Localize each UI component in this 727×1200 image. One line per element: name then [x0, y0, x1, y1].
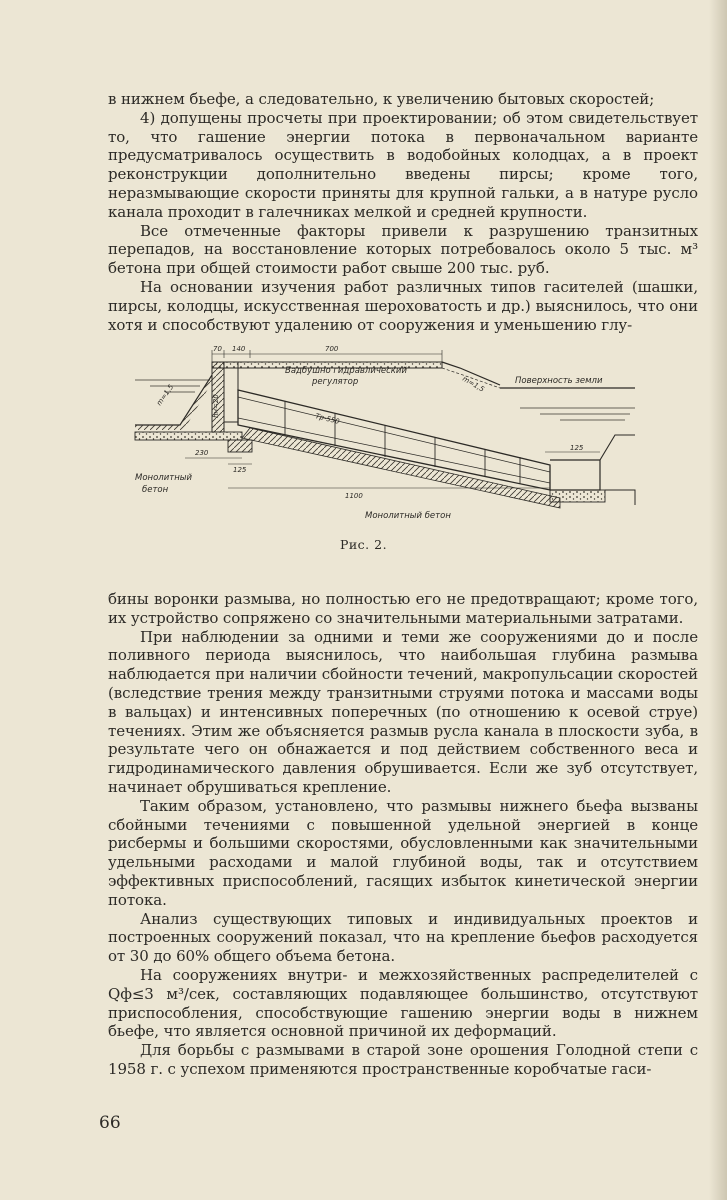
- paragraph: При наблюдении за одними и теми же сооружениями до и после поливного периода выяснилось, что наибольшая глубина размыва наблюдается при наличии сбойности течений, макропульсации скоростей (вследствие трения между транзитными струями потока и массами воды в вальцах) и интенсивных поперечных (по отношению к осевой струе) течениях. Этим же объясняется размыв русла канала в плоскости зуба, в результате чего он обнажается и под действием собственного веса и гидродинамического давления обрушивается. Если же зуб отсутствует, начинает обрушиваться крепление.: [108, 627, 698, 796]
- slope-left-label: m=1,5: [155, 383, 176, 408]
- page-edge-shadow: [709, 0, 727, 1200]
- paragraph: 4) допущены просчеты при проектировании; об этом свидетельствует то, что гашение энергии потока в первоначальном варианте предусматривалось осуществить в водобойных колодцах, а в проект реконструкции дополнительно введены пирсы; кроме того, неразмывающие скорости приняты для крупной гальки, а в натуре русло канала проходит в галечниках мелкой и средней крупности.: [108, 108, 698, 221]
- dim-140: 140: [232, 345, 246, 353]
- regulator-label-line2: регулятор: [312, 377, 359, 387]
- paragraph: Все отмеченные факторы привели к разрушению транзитных перепадов, на восстановление которых потребовалось около 5 тыс. м³ бетона при общей стоимости работ свыше 200 тыс. руб.: [108, 221, 698, 278]
- figure-2-drawing: [120, 340, 640, 535]
- downstream-water-lines: [520, 408, 635, 420]
- paragraph: Для борьбы с размывами в старой зоне орошения Голодной степи с 1958 г. с успехом применяются пространственные коробчатые гаси-: [108, 1041, 698, 1078]
- dim-700: 700: [325, 345, 339, 353]
- paragraph: Таким образом, установлено, что размывы нижнего бьефа вызваны сбойными течениями с повышенной удельной энергией в конце рисбермы и большими скоростями, обусловленными как значительными удельными расходами и малой глубиной воды, так и отсутствием эффективных приспособлений, гасящих избыток кинетической энергии потока.: [108, 796, 698, 909]
- dim-125-left: 125: [233, 466, 247, 474]
- monolithic-concrete-left-line2: бетон: [142, 485, 169, 495]
- dim-70: 70: [213, 345, 222, 353]
- dim-1100: 1100: [345, 492, 363, 500]
- monolithic-concrete-right: Монолитный бетон: [365, 511, 451, 521]
- paragraph: На основании изучения работ различных типов гасителей (шашки, пирсы, колодцы, искусственная шероховатость и др.) выяснилось, что они хотя и способствуют удалению от сооружения и уменьшению глу-: [108, 277, 698, 334]
- paragraph: На сооружениях внутри- и межхозяйственных распределителей с Qф≤3 м³/сек, составляющих подавляющее большинство, отсутствуют приспособления, способствующие гашению энергии воды в нижнем бьефе, что является основной причиной их деформаций.: [108, 965, 698, 1041]
- figure-caption: Рис. 2.: [339, 537, 388, 552]
- monolithic-concrete-left-line1: Монолитный: [135, 473, 192, 483]
- text-block-bottom: [108, 590, 698, 1079]
- regulator-label-line1: Вадбушно гидравлический: [285, 366, 407, 376]
- pipe-label: Тр-550: [314, 412, 341, 426]
- dim-230: 230: [195, 449, 209, 457]
- paragraph: Анализ существующих типовых и индивидуальных проектов и построенных сооружений показал, что на крепление бьефов расходуется от 30 до 60% общего объема бетона.: [108, 909, 698, 966]
- text-block-top: [108, 90, 698, 334]
- page-number: 66: [99, 1113, 121, 1133]
- paragraph: в нижнем бьефе, а следовательно, к увеличению бытовых скоростей;: [108, 90, 655, 108]
- dim-125-right: 125: [570, 444, 584, 452]
- structure-cross-section-drawing: [120, 340, 640, 535]
- hn-label: hн=20: [212, 394, 220, 418]
- ground-surface-label: Поверхность земли: [515, 376, 603, 386]
- slope-right-label: m=1,5: [461, 374, 486, 394]
- paragraph: бины воронки размыва, но полностью его не предотвращают; кроме того, их устройство сопряжено со значительными материальными затратами.: [108, 590, 698, 627]
